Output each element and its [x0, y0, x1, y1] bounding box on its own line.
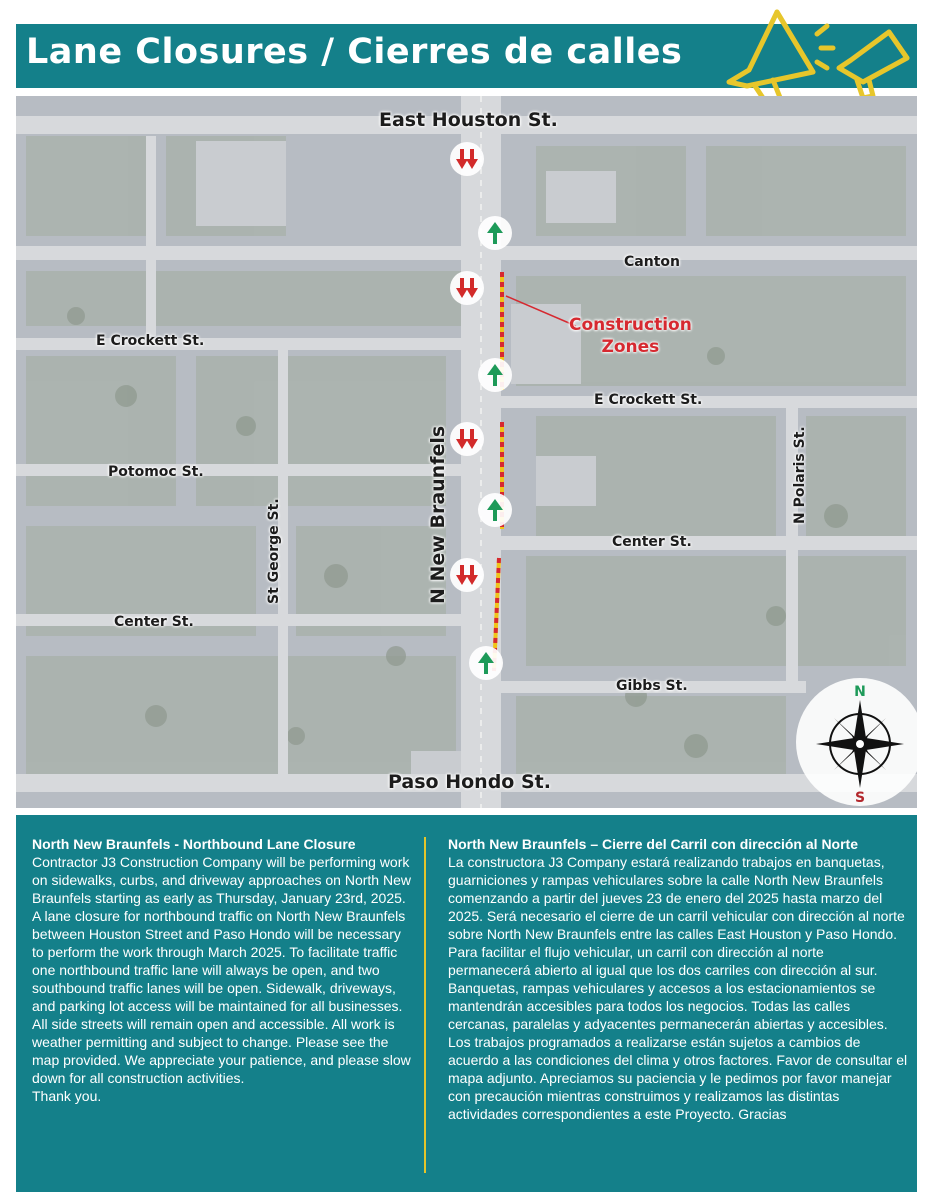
street-label-canton: Canton: [624, 254, 680, 270]
english-closing: Thank you.: [32, 1088, 102, 1104]
english-heading: North New Braunfels - Northbound Lane Closure: [32, 836, 356, 852]
street-label-paso-hondo: Paso Hondo St.: [388, 771, 551, 793]
page-title: Lane Closures / Cierres de calles: [26, 32, 683, 72]
street-label-potomoc: Potomoc St.: [108, 464, 204, 480]
northbound-lane-icon: [478, 358, 512, 392]
column-divider: [424, 837, 426, 1173]
english-notice: [32, 835, 412, 1105]
northbound-lane-icon: [469, 646, 503, 680]
street-label-e-crockett-east: E Crockett St.: [594, 392, 703, 408]
street-label-center-east: Center St.: [612, 534, 692, 550]
northbound-lane-icon: [478, 216, 512, 250]
header-banner: [16, 24, 917, 88]
construction-label-line2: Zones: [601, 337, 660, 357]
southbound-lanes-icon: [450, 558, 484, 592]
compass-south-label: S: [854, 790, 866, 806]
spanish-notice: [448, 835, 908, 1123]
northbound-lane-icon: [478, 493, 512, 527]
construction-zones-label: [569, 314, 692, 358]
street-label-center-west: Center St.: [114, 614, 194, 630]
compass-north-label: N: [854, 684, 866, 700]
southbound-lanes-icon: [450, 142, 484, 176]
megaphone-icon: [717, 4, 917, 104]
street-label-n-new-braunfels: N New Braunfels: [427, 425, 449, 604]
southbound-lanes-icon: [450, 271, 484, 305]
street-map: [16, 96, 917, 808]
street-label-st-george: St George St.: [266, 498, 282, 604]
notice-panel: [16, 815, 917, 1192]
spanish-heading: North New Braunfels – Cierre del Carril con dirección al Norte: [448, 836, 858, 852]
street-label-east-houston: East Houston St.: [379, 109, 558, 131]
english-body: Contractor J3 Construction Company will be performing work on sidewalks, curbs, and driveway approaches on North New Braunfels starting as early as Thursday, January 23rd, 2025. A lane closure for northbound traffic on North New Braunfels between Houston Street and Paso Hondo will be necessary to perform the work through March 2025. To facilitate traffic one northbound traffic lane will always be open, and two southbound traffic lanes will be open. Sidewalk, driveways, and parking lot access will be maintained for all businesses. All side streets will remain open and accessible. All work is weather permitting and subject to change. Please see the map provided. We appreciate your patience, and please slow down for all construction activities.: [32, 854, 411, 1086]
street-label-e-crockett-west: E Crockett St.: [96, 333, 205, 349]
street-label-n-polaris: N Polaris St.: [792, 426, 808, 524]
spanish-body: La constructora J3 Company estará realizando trabajos en banquetas, guarniciones y rampas vehiculares sobre la calle North New Braunfels comenzando a partir del jueves 23 de enero del 2025 hasta marzo del 2025. Será necesario el cierre de un carril vehicular con dirección al norte sobre North New Braunfels entre las calles East Houston y Paso Hondo. Para facilitar el flujo vehicular, un carril con dirección al norte permanecerá abierto al igual que los dos carriles con dirección al sur. Banquetas, rampas vehiculares y accesos a los estacionamientos se mantendrán accesibles para todos los negocios. Todas las calles cercanas, paralelas y adyacentes permanecerán abiertas y accesibles. Los trabajos programados a realizarse están sujetos a cambios de acuerdo a las condiciones del clima y otros factores. Favor de consultar el mapa adjunto. Apreciamos su paciencia y le pedimos por favor manejar con precaución mientras construimos y realizamos las distintas actividades correspondientes a este Proyecto. Gracias: [448, 854, 908, 1122]
compass-rose-icon: [796, 678, 917, 806]
southbound-lanes-icon: [450, 422, 484, 456]
street-label-gibbs: Gibbs St.: [616, 678, 688, 694]
construction-label-line1: Construction: [569, 315, 692, 335]
